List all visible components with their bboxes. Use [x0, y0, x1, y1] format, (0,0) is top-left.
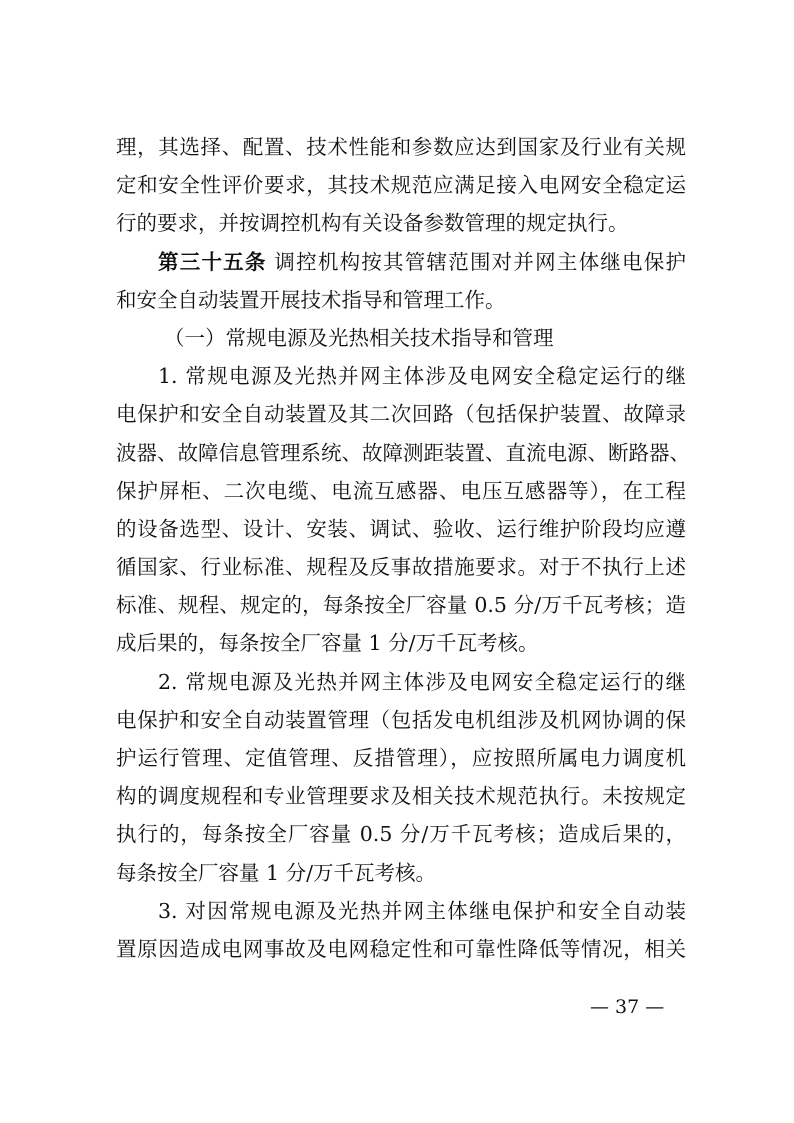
- text-line: 理，其选择、配置、技术性能和参数应达到国家及行业有关规: [116, 135, 686, 159]
- text-line: 执行的，每条按全厂容量 0.5 分/万千瓦考核；造成后果的，: [116, 822, 686, 847]
- text-line: 置原因造成电网事故及电网稳定性和可靠性降低等情况，相关: [116, 936, 686, 961]
- text-line: 保护屏柜、二次电缆、电流互感器、电压互感器等），在工程: [116, 478, 686, 503]
- text-line: 定和安全性评价要求，其技术规范应满足接入电网安全稳定运: [116, 173, 686, 198]
- text-line: 构的调度规程和专业管理要求及相关技术规范执行。未按规定: [116, 784, 686, 809]
- text-line: 2. 常规电源及光热并网主体涉及电网安全稳定运行的继: [158, 669, 686, 694]
- text-line: 3. 对因常规电源及光热并网主体继电保护和安全自动装: [158, 898, 686, 923]
- text-line: 行的要求，并按调控机构有关设备参数管理的规定执行。: [116, 211, 629, 236]
- article-heading-line: [116, 243, 686, 281]
- text-line: 1. 常规电源及光热并网主体涉及电网安全稳定运行的继: [158, 364, 686, 389]
- text-line: 标准、规程、规定的，每条按全厂容量 0.5 分/万千瓦考核；造: [116, 593, 686, 618]
- article-text: 调控机构按其管辖范围对并网主体继电保护: [274, 249, 686, 274]
- text-line: 电保护和安全自动装置管理（包括发电机组涉及机网协调的保: [116, 707, 686, 732]
- page-number: — 37 —: [590, 996, 665, 1018]
- text-line: 循国家、行业标准、规程及反事故措施要求。对于不执行上述: [116, 555, 686, 580]
- text-line: 护运行管理、定值管理、反措管理），应按照所属电力调度机: [116, 746, 686, 770]
- text-line: 的设备选型、设计、安装、调试、验收、运行维护阶段均应遵: [116, 516, 686, 541]
- text-line: 每条按全厂容量 1 分/万千瓦考核。: [116, 860, 436, 885]
- text-line: 电保护和安全自动装置及其二次回路（包括保护装置、故障录: [116, 402, 686, 427]
- text-line: 和安全自动装置开展技术指导和管理工作。: [116, 287, 506, 312]
- article-label: 第三十五条: [158, 249, 267, 274]
- document-body: [116, 128, 690, 968]
- section-heading: （一）常规电源及光热相关技术指导和管理: [164, 325, 554, 350]
- text-line: 成后果的，每条按全厂容量 1 分/万千瓦考核。: [116, 631, 539, 656]
- text-line: 波器、故障信息管理系统、故障测距装置、直流电源、断路器、: [116, 440, 690, 465]
